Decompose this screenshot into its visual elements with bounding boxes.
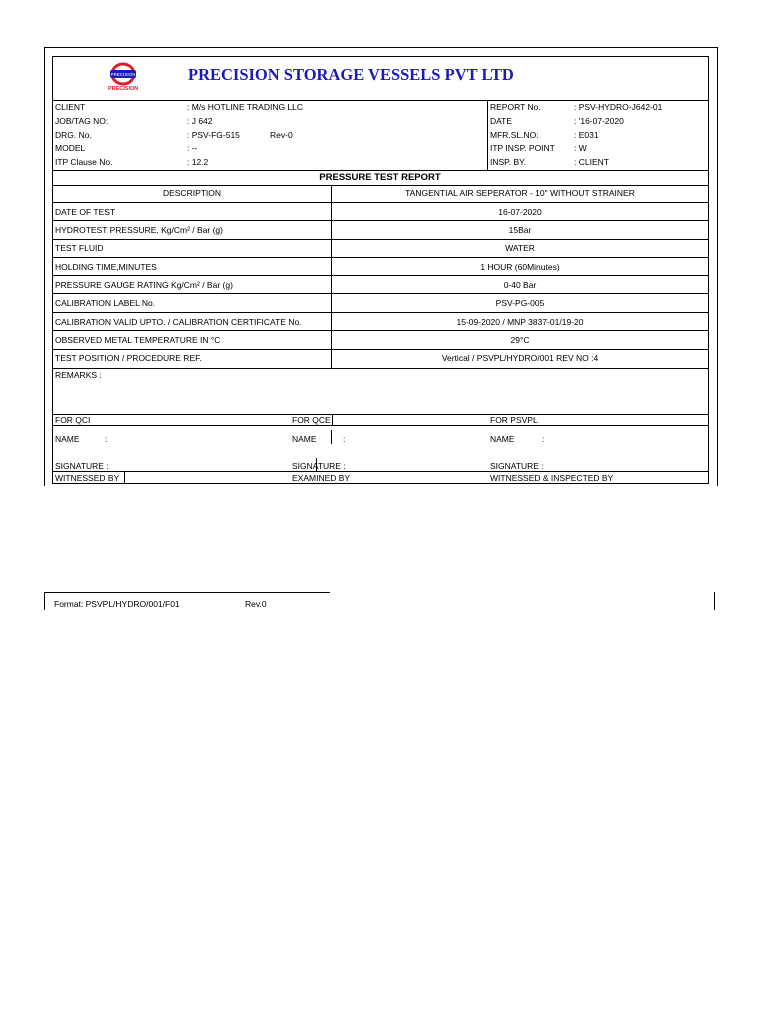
signoff-for-psvpl: FOR PSVPL xyxy=(490,415,538,425)
divider xyxy=(52,275,708,276)
divider xyxy=(52,330,708,331)
description-header: DESCRIPTION xyxy=(162,188,222,198)
itp-clause-label: ITP Clause No. xyxy=(55,157,113,167)
row-label: DATE OF TEST xyxy=(55,207,116,217)
row-value: 1 HOUR (60Minutes) xyxy=(480,262,560,272)
job-tag-value: : J 642 xyxy=(187,116,213,126)
qci-name-sep: : xyxy=(105,434,108,444)
divider xyxy=(124,471,125,483)
remarks-label: REMARKS : xyxy=(55,370,102,380)
qce-witness-label: EXAMINED BY xyxy=(292,473,351,483)
footer-left-edge xyxy=(44,592,45,610)
qce-name-sep: : xyxy=(343,434,346,444)
psvpl-witness-label: WITNESSED & INSPECTED BY xyxy=(490,473,614,483)
row-label: CALIBRATION VALID UPTO. / CALIBRATION CERTIFICATE No. xyxy=(55,317,302,327)
company-logo xyxy=(95,60,151,96)
divider xyxy=(487,100,488,170)
divider xyxy=(52,202,708,203)
report-no-value: : PSV-HYDRO-J642-01 xyxy=(574,102,663,112)
insp-by-value: : CLIENT xyxy=(574,157,609,167)
divider xyxy=(52,100,708,101)
row-label: TEST FLUID xyxy=(55,243,104,253)
row-value: WATER xyxy=(505,243,535,253)
divider xyxy=(52,425,708,426)
row-value: PSV-PG-005 xyxy=(495,298,545,308)
row-value: 0-40 Bar xyxy=(503,280,537,290)
job-tag-label: JOB/TAG NO: xyxy=(55,116,109,126)
footer-rev: Rev.0 xyxy=(245,599,267,609)
model-label: MODEL xyxy=(55,143,86,153)
divider xyxy=(52,257,708,258)
qci-witness-label: WITNESSED BY xyxy=(55,473,120,483)
mfr-sl-value: : E031 xyxy=(574,130,599,140)
divider xyxy=(331,430,332,444)
client-value: : M/s HOTLINE TRADING LLC xyxy=(187,102,304,112)
footer-format: Format: PSVPL/HYDRO/001/F01 xyxy=(54,599,180,609)
item-description: TANGENTIAL AIR SEPERATOR - 10" WITHOUT STRAINER xyxy=(405,188,635,198)
row-value: 16-07-2020 xyxy=(498,207,542,217)
model-value: : -- xyxy=(187,143,198,153)
row-label: TEST POSITION / PROCEDURE REF. xyxy=(55,353,202,363)
row-value: Vertical / PSVPL/HYDRO/001 REV NO :4 xyxy=(441,353,599,363)
qci-name-label: NAME xyxy=(55,434,80,444)
qce-signature-label: SIGNATURE : xyxy=(292,461,346,471)
divider xyxy=(52,483,708,484)
row-value: 29°C xyxy=(510,335,530,345)
divider xyxy=(52,349,708,350)
divider xyxy=(52,170,708,171)
date-value: : '16-07-2020 xyxy=(574,116,624,126)
mfr-sl-label: MFR.SL.NO: xyxy=(490,130,539,140)
divider xyxy=(52,293,708,294)
row-value: 15Bar xyxy=(508,225,532,235)
itp-insp-value: : W xyxy=(574,143,587,153)
itp-clause-value: : 12.2 xyxy=(187,157,209,167)
psvpl-name-sep: : xyxy=(542,434,545,444)
itp-insp-label: ITP INSP. POINT xyxy=(490,143,555,153)
divider xyxy=(52,312,708,313)
footer-right-edge xyxy=(714,592,715,610)
qce-name-label: NAME xyxy=(292,434,317,444)
psvpl-name-label: NAME xyxy=(490,434,515,444)
logo-badge-text: PRECISION xyxy=(110,72,136,77)
divider xyxy=(52,368,708,369)
divider xyxy=(52,414,708,415)
qci-signature-label: SIGNATURE : xyxy=(55,461,109,471)
logo-text: PRECISION xyxy=(108,86,139,92)
row-label: OBSERVED METAL TEMPERATURE IN °C xyxy=(55,335,221,345)
drg-no-value: : PSV-FG-515 xyxy=(187,130,240,140)
drg-rev: Rev-0 xyxy=(270,130,293,140)
divider xyxy=(52,239,708,240)
company-name: PRECISION STORAGE VESSELS PVT LTD xyxy=(188,65,514,84)
row-label: CALIBRATION LABEL No. xyxy=(55,298,156,308)
signoff-for-qce: FOR QCE xyxy=(292,415,331,425)
divider xyxy=(52,471,708,472)
row-value: 15-09-2020 / MNP 3837-01/19-20 xyxy=(456,317,584,327)
report-no-label: REPORT No. xyxy=(490,102,541,112)
psvpl-signature-label: SIGNATURE : xyxy=(490,461,544,471)
row-label: PRESSURE GAUGE RATING Kg/Cm² / Bar (g) xyxy=(55,280,233,290)
signoff-for-qci: FOR QCI xyxy=(55,415,91,425)
date-label: DATE xyxy=(490,116,513,126)
divider xyxy=(52,185,708,186)
insp-by-label: INSP. BY. xyxy=(490,157,527,167)
divider xyxy=(52,220,708,221)
footer-divider xyxy=(44,592,330,593)
divider xyxy=(332,414,333,425)
drg-no-label: DRG. No. xyxy=(55,130,92,140)
row-label: HYDROTEST PRESSURE. Kg/Cm² / Bar (g) xyxy=(55,225,223,235)
row-label: HOLDING TIME,MINUTES xyxy=(55,262,157,272)
report-title: PRESSURE TEST REPORT xyxy=(319,172,441,183)
client-label: CLIENT xyxy=(55,102,86,112)
